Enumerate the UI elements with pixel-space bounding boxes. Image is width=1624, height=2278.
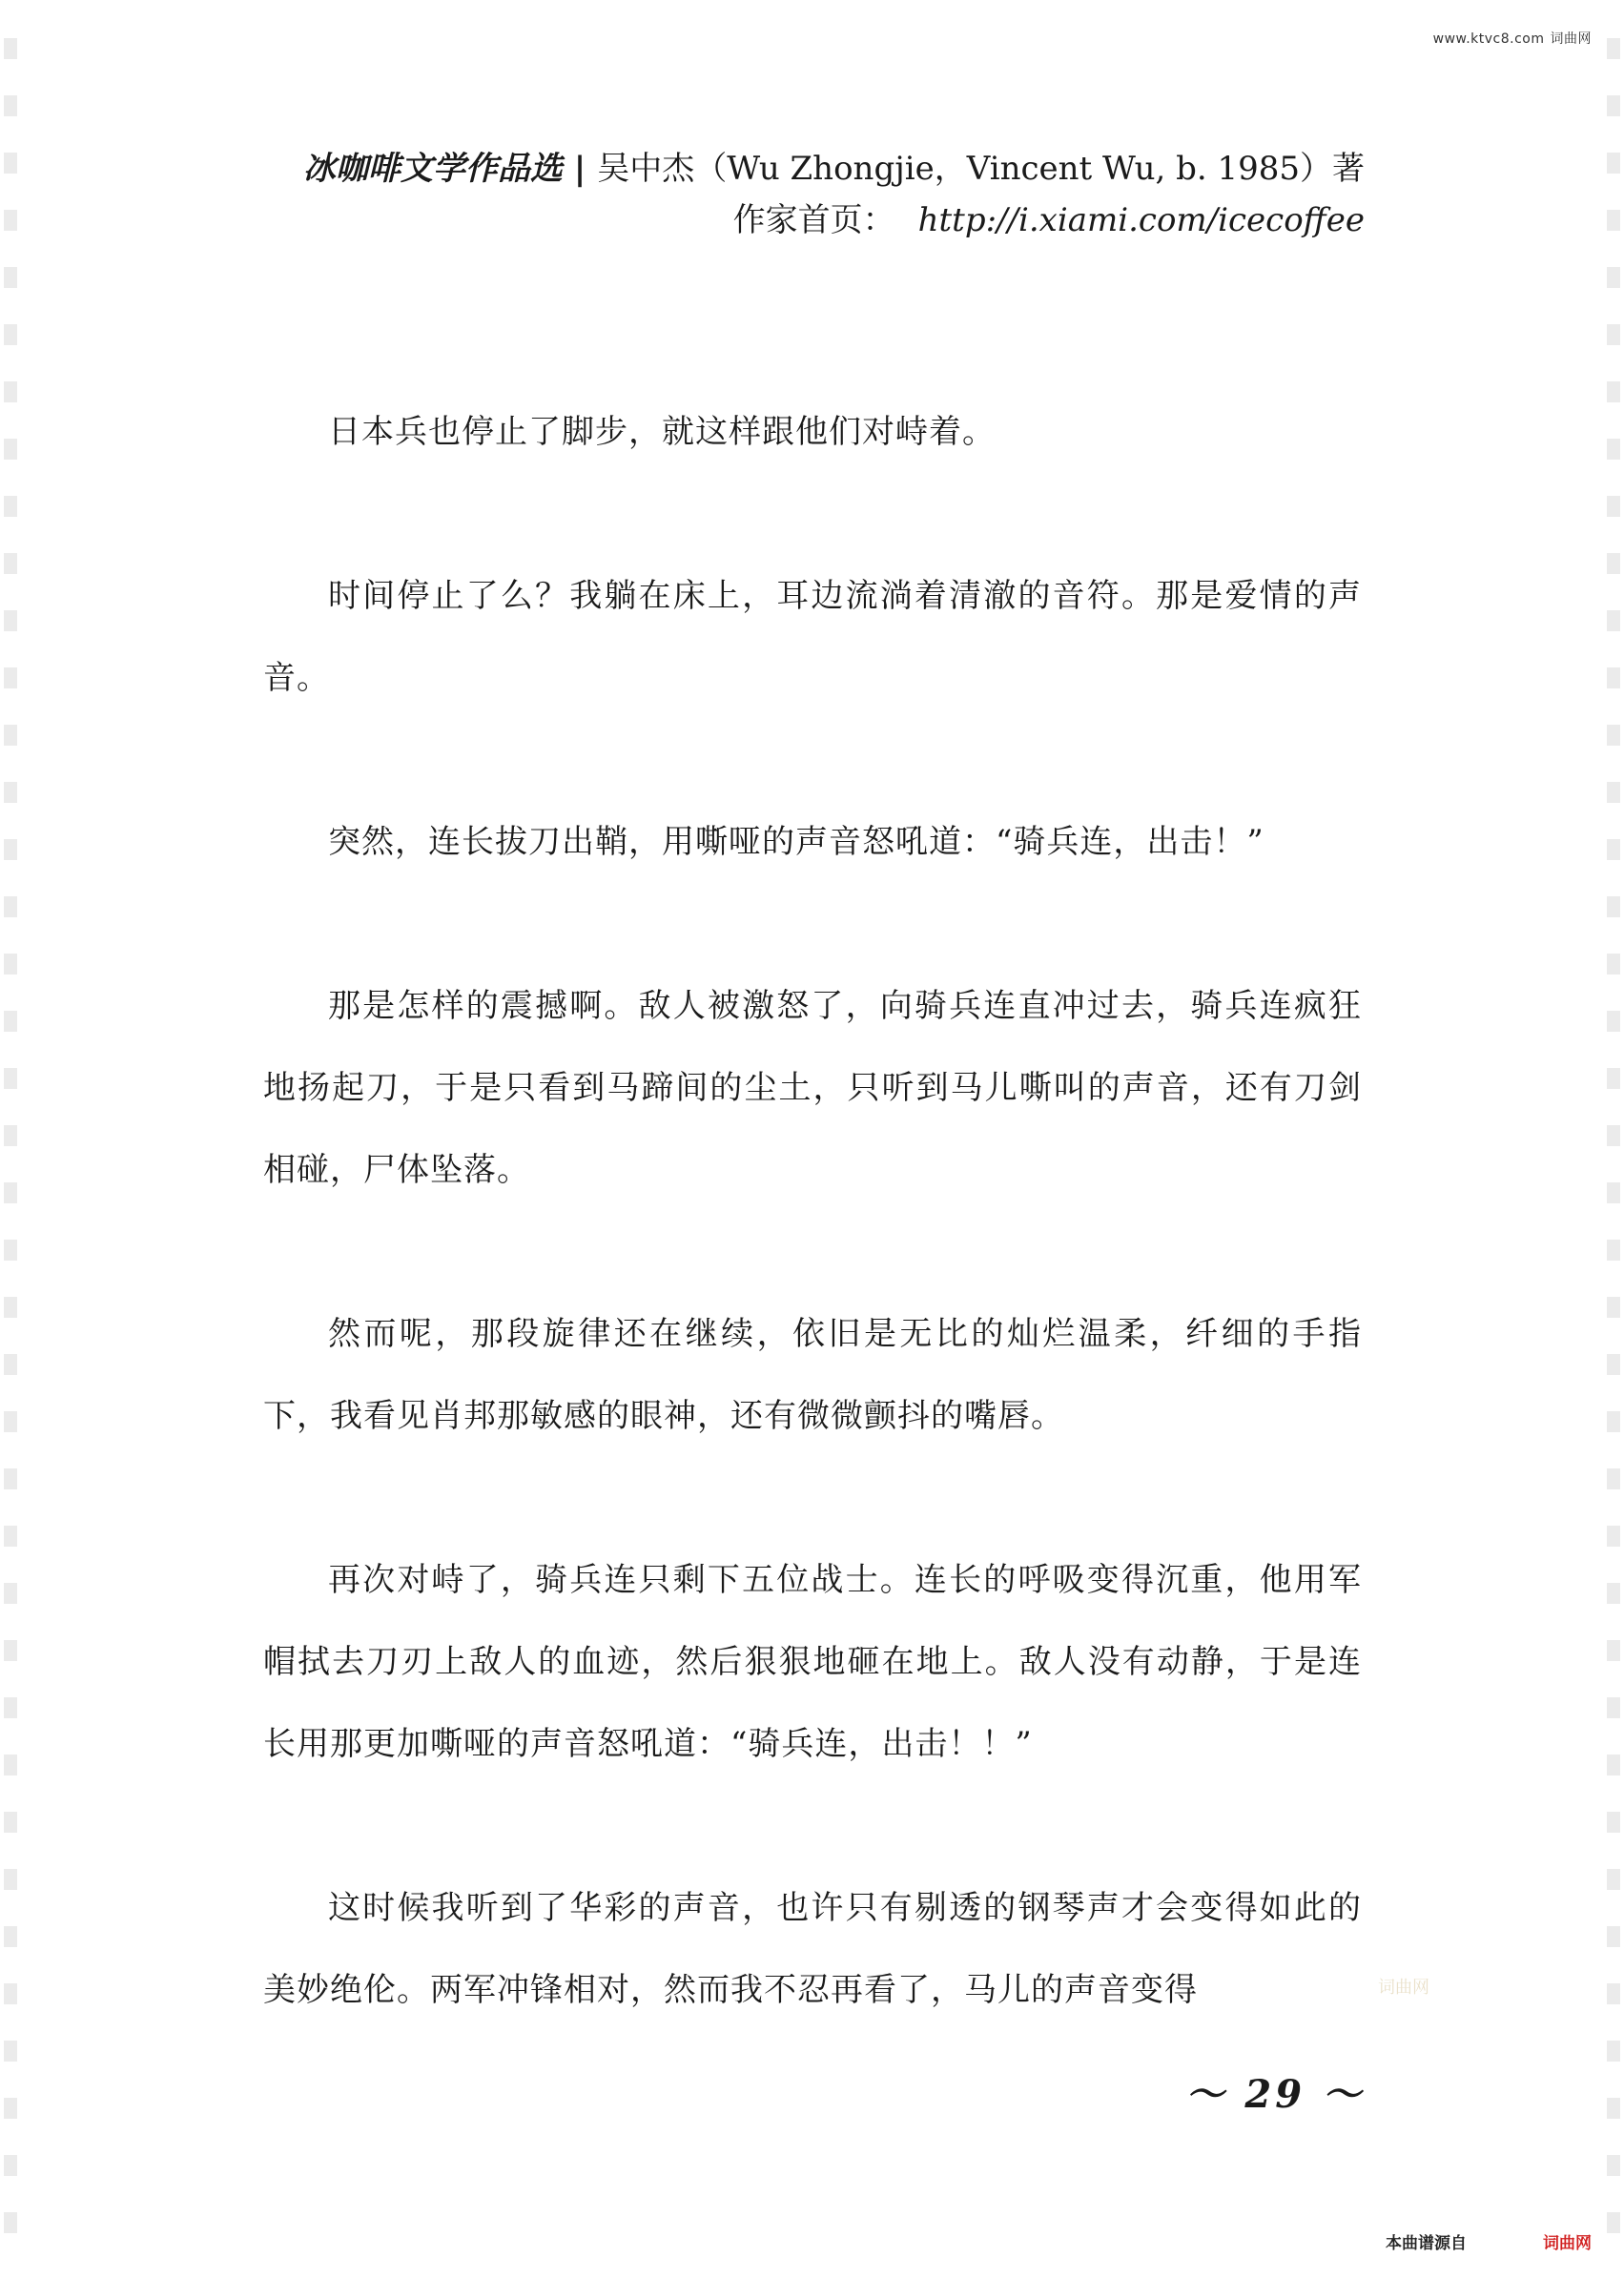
footer-credit xyxy=(1386,2229,1592,2253)
right-watermark-strip xyxy=(1607,38,1620,2240)
footer-source-label: 本曲谱源自 xyxy=(1386,2234,1467,2253)
header-separator: | xyxy=(573,150,586,188)
faint-watermark: 词曲网 xyxy=(1378,1978,1429,1998)
paragraph: 再次对峙了，骑兵连只剩下五位战士。连长的呼吸变得沉重，他用军帽拭去刀刃上敌人的血迹，然后狠狠地砸在地上。敌人没有动静，于是连长用那更加嘶哑的声音怒吼道：“骑兵连，出击！！” xyxy=(263,1561,1362,1763)
paragraph: 日本兵也停止了脚步，就这样跟他们对峙着。 xyxy=(328,413,996,451)
homepage-line xyxy=(303,195,1365,246)
paragraph: 时间停止了么？我躺在床上，耳边流淌着清澈的音符。那是爱情的声音。 xyxy=(263,577,1362,697)
site-name: 词曲网 xyxy=(1550,31,1592,47)
page-header xyxy=(303,143,1365,246)
paragraph: 这时候我听到了华彩的声音，也许只有剔透的钢琴声才会变得如此的美妙绝伦。两军冲锋相对，然而我不忍再看了，马儿的声音变得 xyxy=(263,1889,1362,2009)
left-watermark-strip xyxy=(4,38,17,2240)
footer-brand-logo: 词曲网 xyxy=(1543,2234,1592,2253)
header-title-line xyxy=(303,143,1365,195)
homepage-label: 作家首页： xyxy=(732,201,895,239)
paragraph: 然而呢，那段旋律还在继续，依旧是无比的灿烂温柔，纤细的手指下，我看见肖邦那敏感的眼神，还有微微颤抖的嘴唇。 xyxy=(263,1315,1362,1435)
paragraph: 那是怎样的震撼啊。敌人被激怒了，向骑兵连直冲过去，骑兵连疯狂地扬起刀，于是只看到马蹄间的尘土，只听到马儿嘶叫的声音，还有刀剑相碰，尸体坠落。 xyxy=(263,987,1362,1189)
page-number: ～ 29 ～ xyxy=(1185,2072,1365,2117)
site-corner-label xyxy=(1433,29,1592,48)
author-credit: 吴中杰（Wu Zhongjie，Vincent Wu, b. 1985）著 xyxy=(597,150,1365,188)
collection-title: 冰咖啡文学作品选 xyxy=(302,150,563,188)
site-url: www.ktvc8.com xyxy=(1432,31,1545,47)
body-text xyxy=(263,391,1362,2113)
homepage-url: http://i.xiami.com/icecoffee xyxy=(917,201,1365,239)
paragraph: 突然，连长拔刀出鞘，用嘶哑的声音怒吼道：“骑兵连，出击！” xyxy=(328,823,1264,861)
